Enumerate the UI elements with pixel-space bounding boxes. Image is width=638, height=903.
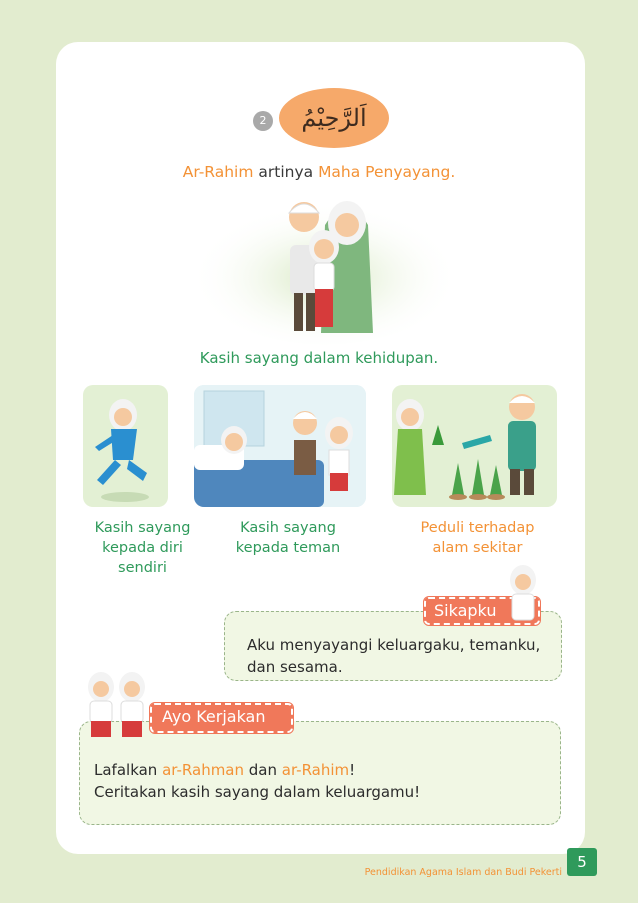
arabic-title: اَلرَّحِيْمُ [301,104,367,132]
ayo-line-2: Ceritakan kasih sayang dalam keluargamu! [94,783,421,801]
caption-line: alam sekitar [432,540,523,556]
heading-middle: artinya [253,163,319,181]
sikapku-tag-label: Sikapku [434,601,497,620]
ayo-kerjakan-tag [150,703,293,733]
arabic-title-oval [279,88,389,148]
sikapku-line: dan sesama. [247,658,343,676]
sikapku-line: Aku menyayangi keluargaku, temanku, [247,636,541,654]
heading-term: Ar-Rahim [182,163,254,181]
card-nature-care [392,385,557,507]
ayo-kerjakan-tag-label: Ayo Kerjakan [162,707,266,726]
caption-line: Kasih sayang [94,520,191,536]
family-illustration [190,185,460,345]
page-number: 5 [567,848,597,876]
caption-line: kepada teman [235,540,341,556]
ayo-text-arrahim: ar-Rahim [281,761,350,779]
book-title: Pendidikan Agama Islam dan Budi Pekerti [364,867,562,878]
card-friend-love [194,385,366,507]
caption-line: Kasih sayang [240,520,336,536]
subheading: Kasih sayang dalam kehidupan. [199,349,439,367]
caption-line: sendiri [118,560,167,576]
caption-friend-love [222,518,354,558]
ayo-text-arrahman: ar-Rahman [162,761,245,779]
ayo-kerjakan-text [94,759,420,803]
ayo-line-1 [94,759,420,781]
caption-line: kepada diri [102,540,183,556]
card-self-love [83,385,168,507]
sikapku-text [247,634,540,678]
caption-self-love [85,518,200,578]
two-girls-icon [84,669,150,739]
ayo-text-e: ! [349,761,356,779]
number-badge: 2 [253,111,273,131]
heading [0,163,638,181]
girl-icon [503,562,543,622]
caption-nature-care [405,518,550,558]
heading-meaning: Maha Penyayang. [318,163,456,181]
ayo-text-a: Lafalkan [94,761,163,779]
caption-line: Peduli terhadap [420,520,535,536]
ayo-text-c: dan [244,761,282,779]
